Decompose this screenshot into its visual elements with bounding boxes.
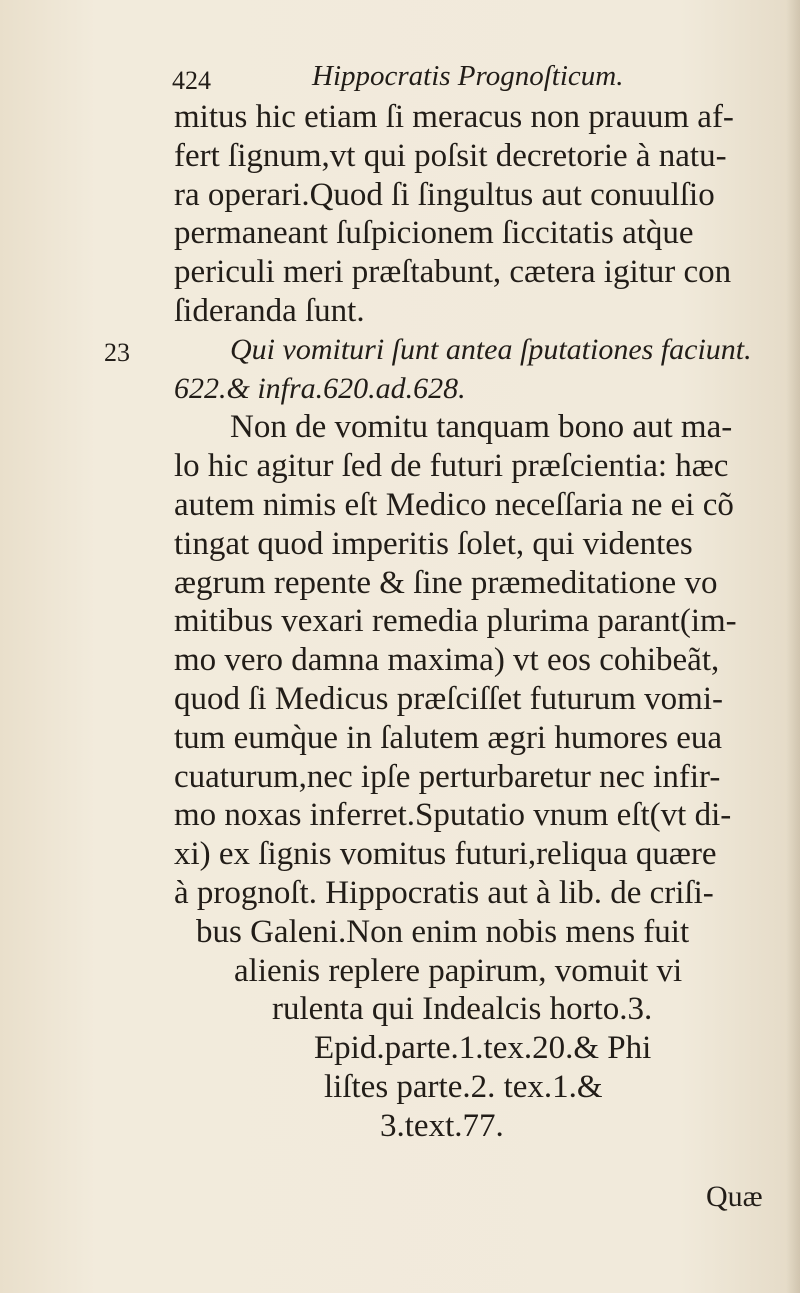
text-line: mitibus vexari remedia plurima parant(im- [174, 603, 737, 640]
text-line: permaneant ſuſpicionem ſiccitatis atq̀ue [174, 215, 694, 252]
text-line: Non de vomitu tanquam bono aut ma- [230, 409, 733, 446]
text-line: cuaturum,nec ipſe perturbaretur nec infir- [174, 758, 721, 795]
text-line: tingat quod imperitis ſolet, qui videntes [174, 525, 693, 562]
text-line: lo hic agitur ſed de futuri præſcientia: hæc [174, 448, 729, 485]
text-line: Epid.parte.1.tex.20.& Phi [314, 1030, 652, 1067]
text-line: 622.& infra.620.ad.628. [174, 371, 466, 405]
text-line: fert ſignum,vt qui poſsit decretorie à natu- [174, 137, 727, 174]
text-line: quod ſi Medicus præſciſſet futurum vomi- [174, 680, 724, 717]
text-line: autem nimis eſt Medico neceſſaria ne ei cõ [174, 486, 734, 523]
page-edge-shadow [786, 0, 800, 1293]
text-line: periculi meri præſtabunt, cætera igitur con [174, 254, 732, 291]
body-text [174, 98, 774, 1146]
text-line: tum eumq̀ue in ſalutem ægri humores eua [174, 719, 723, 756]
text-line: alienis replere papirum, vomuit vi [234, 952, 683, 989]
catchword: Quæ [706, 1180, 763, 1213]
text-line: 3.text.77. [380, 1107, 504, 1144]
text-line: rulenta qui Indealcis horto.3. [272, 991, 653, 1028]
text-line: ægrum repente & ſine præmeditatione vo [174, 564, 718, 601]
margin-aphorism-number: 23 [104, 338, 130, 367]
text-line: mo noxas inferret.Sputatio vnum eſt(vt di- [174, 797, 732, 834]
page-number: 424 [172, 66, 211, 95]
text-line: mitus hic etiam ſi meracus non prauum af- [174, 99, 734, 135]
running-title: Hippocratis Prognoſticum. [312, 60, 624, 92]
text-line: mo vero damna maxima) vt eos cohibeãt, [174, 642, 720, 679]
text-line: Qui vomituri ſunt antea ſputationes faciunt. [230, 332, 752, 366]
text-line: ſideranda ſunt. [174, 292, 365, 329]
text-line: xi) ex ſignis vomitus futuri,reliqua quære [174, 836, 717, 873]
text-line: liſtes parte.2. tex.1.& [324, 1068, 603, 1105]
text-line: ra operari.Quod ſi ſingultus aut conuulſio [174, 176, 715, 213]
page-header [172, 56, 732, 96]
text-line: bus Galeni.Non enim nobis mens fuit [196, 913, 690, 950]
text-line: à prognoſt. Hippocratis aut à lib. de criſi- [174, 874, 714, 911]
